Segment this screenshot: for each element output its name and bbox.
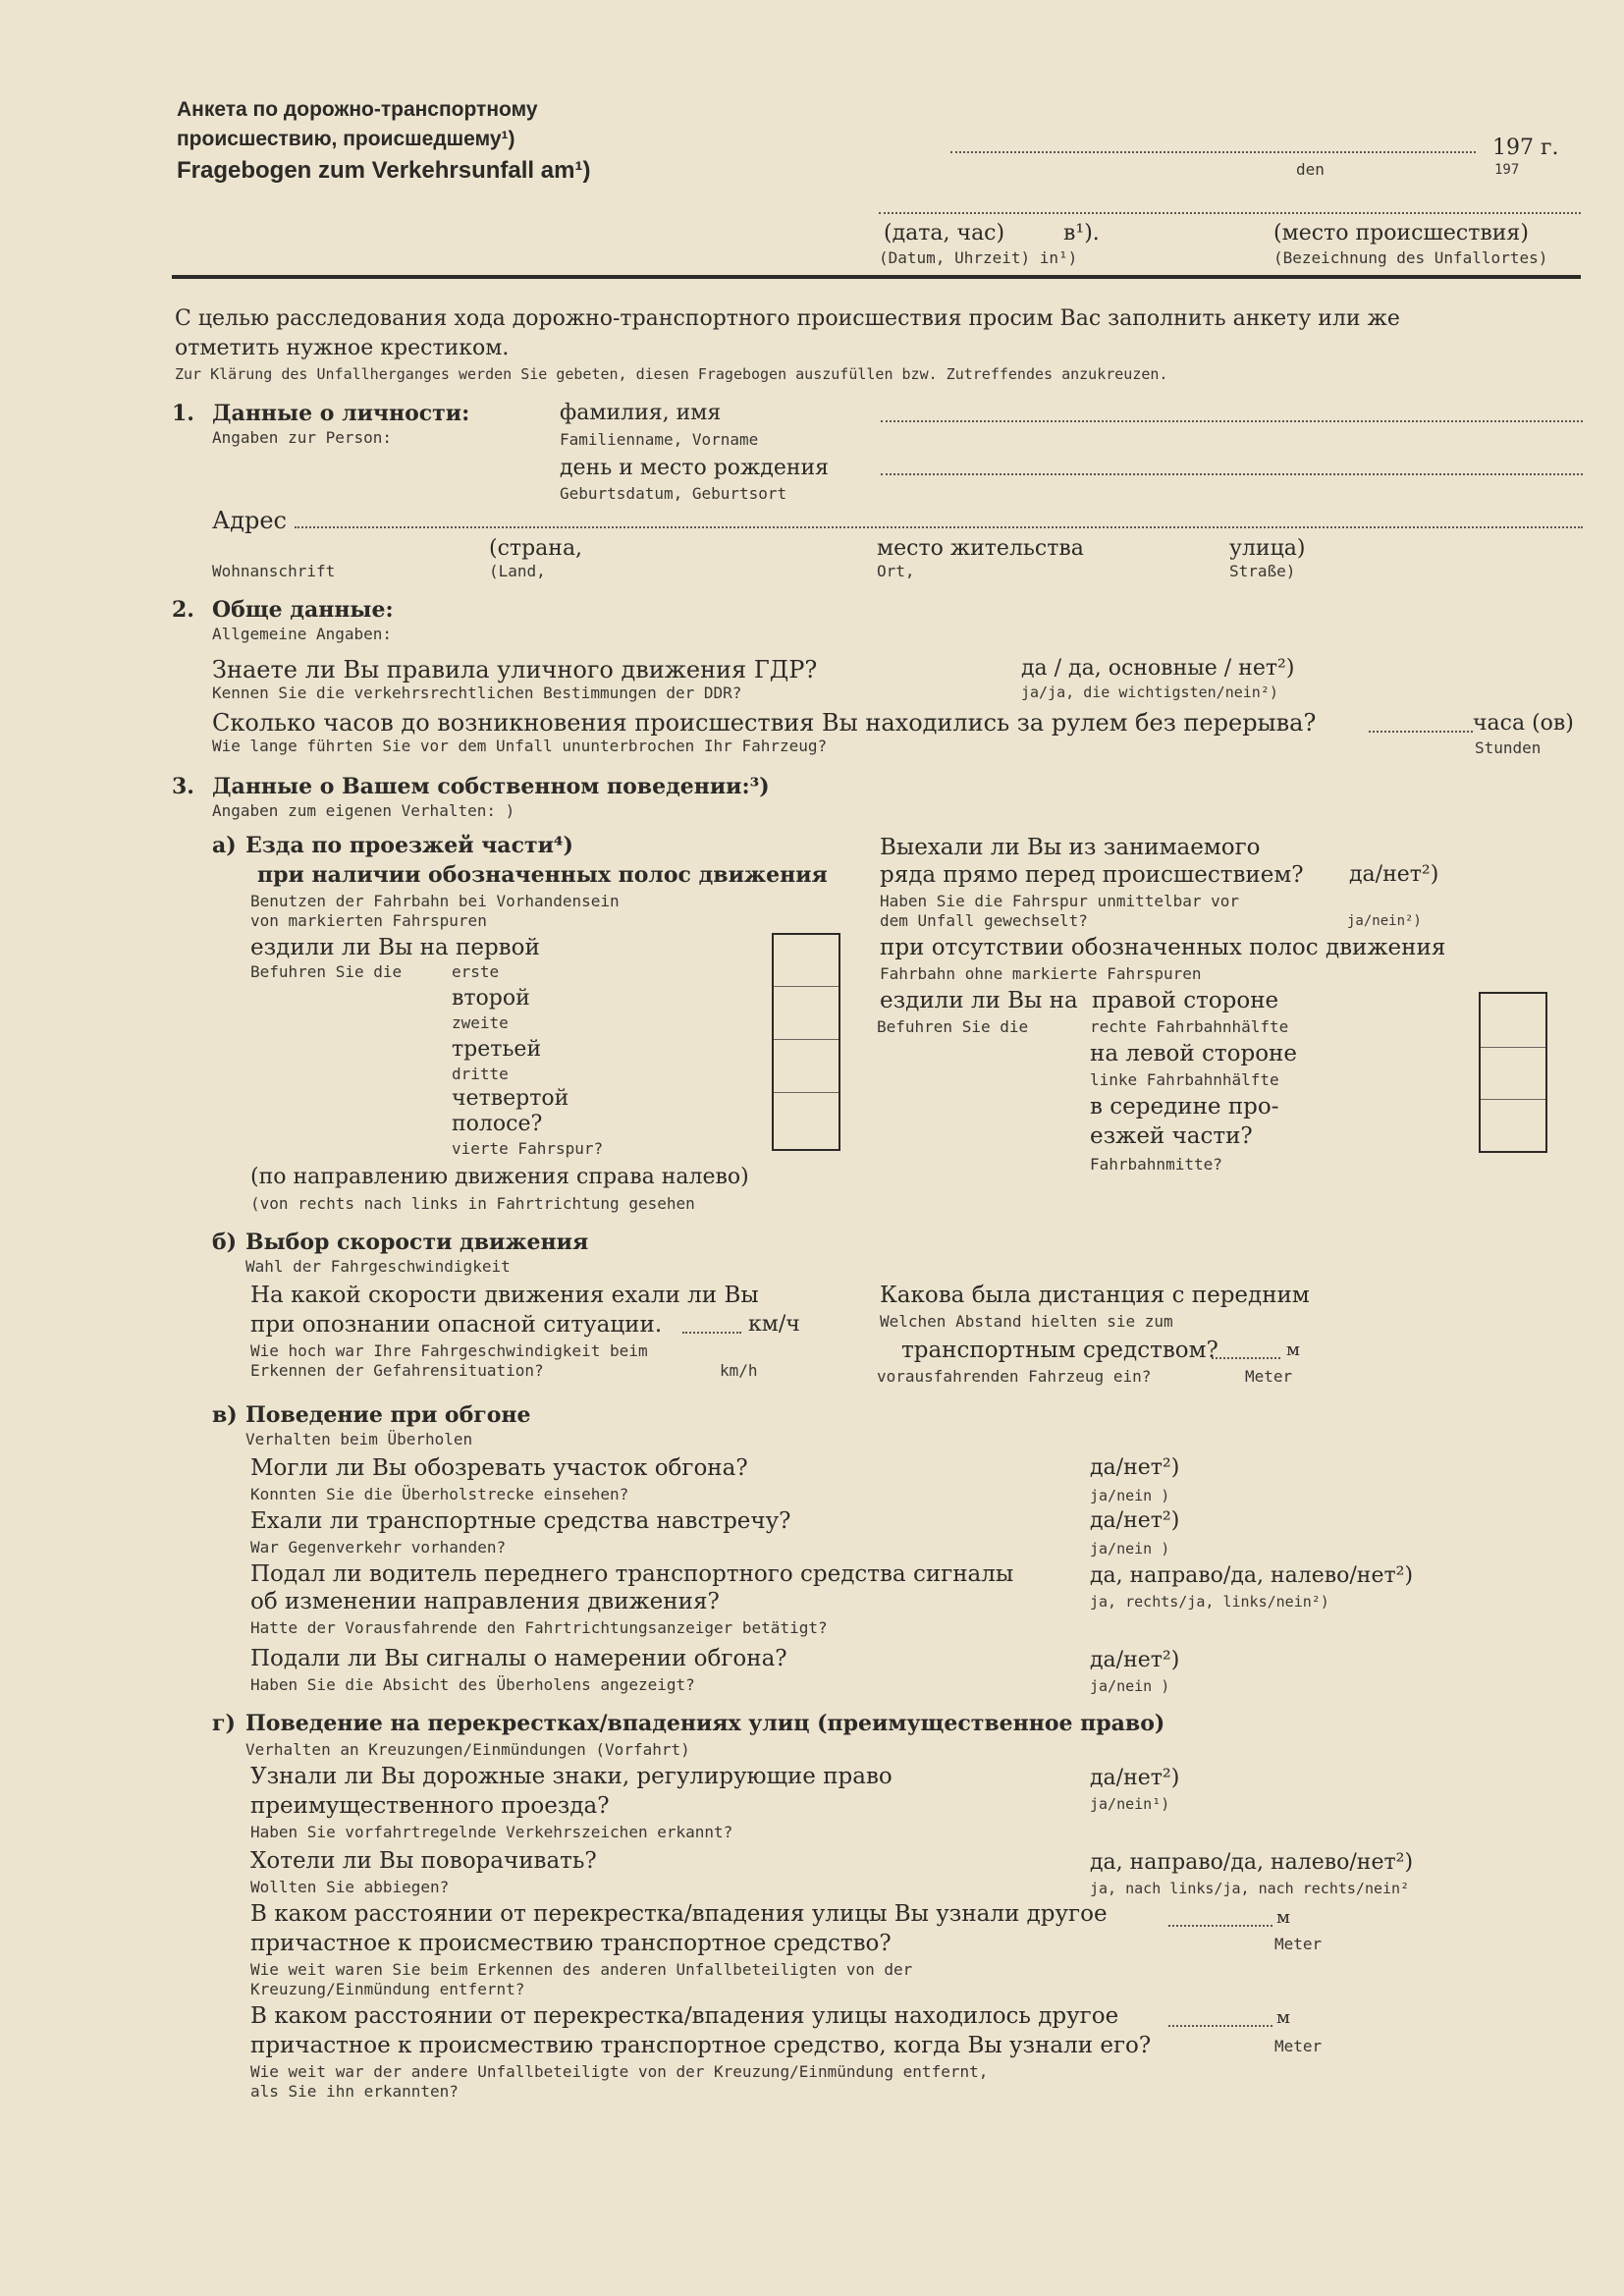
title-ru-line2: происшествию, происшедшему¹) xyxy=(177,128,515,150)
overtake-a2-de: ja/nein ) xyxy=(1090,1540,1170,1558)
junction-a2-de: ja, nach links/ja, nach rechts/nein² xyxy=(1090,1880,1410,1897)
lane-ru: полосе? xyxy=(452,1112,543,1136)
junction-q1-de: Haben Sie vorfahrtregelnde Verkehrszeichen erkannt? xyxy=(250,1823,733,1841)
s2-q1-ru: Знаете ли Вы правила уличного движения ГДР? xyxy=(212,656,818,683)
s3-title-de: Angaben zum eigenen Verhalten: ) xyxy=(212,801,515,820)
s1-title-de: Angaben zur Person: xyxy=(212,428,393,447)
birth-de: Geburtsdatum, Geburtsort xyxy=(560,484,787,503)
checkbox-middle[interactable] xyxy=(1481,1100,1545,1151)
birth-ru: день и место рождения xyxy=(560,456,830,480)
second-de: zweite xyxy=(452,1013,509,1032)
v-label: в¹). xyxy=(1063,221,1100,246)
checkbox-lane-2[interactable] xyxy=(774,987,839,1040)
junction-q4-de-2: als Sie ihn erkannten? xyxy=(250,2082,459,2101)
direction-ru: (по направлению движения справа налево) xyxy=(250,1165,749,1189)
junction-a4-de: Meter xyxy=(1274,2037,1323,2055)
change-lane-ru-2: ряда прямо перед происшествием? xyxy=(880,862,1304,888)
overtake-a4-ru[interactable]: да/нет²) xyxy=(1090,1648,1180,1672)
no-markings-de: Fahrbahn ohne markierte Fahrspuren xyxy=(880,964,1202,983)
junction-distance2-field-line[interactable] xyxy=(1168,2025,1272,2027)
year-ru: 197 г. xyxy=(1492,136,1559,160)
s3b-title-de: Wahl der Fahrgeschwindigkeit xyxy=(245,1257,511,1276)
overtake-q3-ru-2: об изменении направления движения? xyxy=(250,1589,720,1614)
s1-title-ru: Данные о личности: xyxy=(212,401,470,426)
speed-field-line[interactable] xyxy=(682,1332,741,1334)
s3b-title-ru: Выбор скорости движения xyxy=(245,1230,589,1255)
change-lane-de-2: dem Unfall gewechselt? xyxy=(880,911,1088,930)
checkbox-left[interactable] xyxy=(1481,1048,1545,1100)
change-lane-ru-1: Выехали ли Вы из занимаемого xyxy=(880,835,1261,860)
s2-q2-de: Wie lange führten Sie vor dem Unfall ununterbrochen Ihr Fahrzeug? xyxy=(212,737,828,755)
s2-a1-ru[interactable]: да / да, основные / нет²) xyxy=(1021,656,1295,681)
right-side-ru: правой стороне xyxy=(1092,988,1279,1013)
title-de: Fragebogen zum Verkehrsunfall am¹) xyxy=(177,157,591,184)
overtake-a3-ru[interactable]: да, направо/да, налево/нет²) xyxy=(1090,1563,1414,1588)
birth-field-line[interactable] xyxy=(881,473,1583,475)
third-de: dritte xyxy=(452,1065,509,1083)
country-ru: (страна, xyxy=(489,536,583,561)
s3b-label: б) xyxy=(212,1230,238,1255)
title-ru-line1: Анкета по дорожно-транспортному xyxy=(177,98,538,121)
junction-q3-ru-2: причастное к происмествию транспортное средство? xyxy=(250,1931,892,1956)
overtake-q2-ru: Ехали ли транспортные средства навстречу? xyxy=(250,1508,791,1534)
city-ru: место жительства xyxy=(877,536,1084,561)
speed-de-2: Erkennen der Gefahrensituation? xyxy=(250,1361,544,1380)
change-lane-answer-ru[interactable]: да/нет²) xyxy=(1349,862,1439,887)
speed-ru-2: при опознании опасной ситуации. xyxy=(250,1312,663,1338)
overtake-q1-de: Konnten Sie die Überholstrecke einsehen? xyxy=(250,1485,629,1503)
distance-unit-ru: м xyxy=(1286,1339,1301,1360)
distance-ru-2: транспортным средством? xyxy=(901,1338,1218,1363)
change-lane-de-1: Haben Sie die Fahrspur unmittelbar vor xyxy=(880,892,1240,910)
third-ru: третьей xyxy=(452,1037,542,1062)
side-checkbox-column xyxy=(1479,992,1547,1153)
address-de: Wohnanschrift xyxy=(212,562,336,580)
s3-num: 3. xyxy=(172,774,194,799)
header-rule xyxy=(172,275,1581,279)
place-de-label: (Bezeichnung des Unfallortes) xyxy=(1273,248,1548,267)
intro-ru-1: С целью расследования хода дорожно-транспортного происшествия просим Вас заполнить анкету или же xyxy=(175,306,1400,331)
s2-a2-de: Stunden xyxy=(1475,738,1542,757)
intro-ru-2: отметить нужное крестиком. xyxy=(175,336,510,360)
junction-q4-ru-1: В каком расстоянии от перекрестка/впадения улицы находилось другое xyxy=(250,2003,1119,2029)
fourth-ru: четвертой xyxy=(452,1086,569,1111)
s2-title-ru: Обще данные: xyxy=(212,597,394,623)
datetime-place-field-line[interactable] xyxy=(879,212,1581,214)
s2-num: 2. xyxy=(172,597,194,623)
s3g-title-ru: Поведение на перекрестках/впадениях улиц (преимущественное право) xyxy=(245,1711,1165,1736)
middle-ru-1: в середине про- xyxy=(1090,1094,1279,1120)
overtake-q2-de: War Gegenverkehr vorhanden? xyxy=(250,1538,507,1557)
junction-a1-de: ja/nein¹) xyxy=(1090,1795,1170,1813)
junction-q2-ru: Хотели ли Вы поворачивать? xyxy=(250,1848,597,1874)
side-question-ru: ездили ли Вы на xyxy=(880,988,1078,1013)
date-ru-label: (дата, час) xyxy=(884,221,1005,246)
lane-question-ru: ездили ли Вы на первой xyxy=(250,935,540,960)
junction-q4-de-1: Wie weit war der andere Unfallbeteiligte von der Kreuzung/Einmündung entfernt, xyxy=(250,2062,989,2081)
right-side-de: rechte Fahrbahnhälfte xyxy=(1090,1017,1289,1036)
intro-de: Zur Klärung des Unfallherganges werden Sie gebeten, diesen Fragebogen auszufüllen bzw. Zutreffendes anzukreuzen. xyxy=(175,365,1168,383)
city-de: Ort, xyxy=(877,562,915,580)
overtake-q1-ru: Могли ли Вы обозревать участок обгона? xyxy=(250,1455,748,1481)
s3a-sub-ru: при наличии обозначенных полос движения xyxy=(257,862,828,888)
s3-title-ru: Данные о Вашем собственном поведении:³) xyxy=(212,774,770,799)
change-lane-answer-de: ja/nein²) xyxy=(1347,913,1422,929)
s3a-label: а) xyxy=(212,833,237,858)
junction-a3-ru: м xyxy=(1276,1907,1291,1928)
street-ru: улица) xyxy=(1229,536,1306,561)
overtake-a1-ru[interactable]: да/нет²) xyxy=(1090,1455,1180,1480)
address-field-line[interactable] xyxy=(295,526,1583,528)
s2-a2-ru: часа (ов) xyxy=(1473,711,1574,736)
name-field-line[interactable] xyxy=(881,420,1583,422)
junction-q2-de: Wollten Sie abbiegen? xyxy=(250,1878,450,1896)
junction-q4-ru-2: причастное к происмествию транспортное средство, когда Вы узнали его? xyxy=(250,2033,1152,2058)
address-ru: Адрес xyxy=(212,507,287,534)
date-de-label: (Datum, Uhrzeit) in¹) xyxy=(879,248,1078,267)
direction-de: (von rechts nach links in Fahrtrichtung gesehen xyxy=(250,1194,695,1213)
junction-q1-ru-1: Узнали ли Вы дорожные знаки, регулирующие право xyxy=(250,1764,893,1789)
s3a-sub-de-2: von markierten Fahrspuren xyxy=(250,911,487,930)
junction-a4-ru: м xyxy=(1276,2007,1291,2028)
distance-field-line[interactable] xyxy=(1212,1357,1280,1359)
distance-unit-de: Meter xyxy=(1245,1367,1293,1386)
street-de: Straße) xyxy=(1229,562,1296,580)
name-ru: фамилия, имя xyxy=(560,401,722,425)
checkbox-right[interactable] xyxy=(1481,994,1545,1048)
left-side-ru: на левой стороне xyxy=(1090,1041,1297,1066)
junction-a2-ru[interactable]: да, направо/да, налево/нет²) xyxy=(1090,1850,1414,1875)
overtake-q4-de: Haben Sie die Absicht des Überholens angezeigt? xyxy=(250,1675,695,1694)
fourth-de: vierte Fahrspur? xyxy=(452,1139,604,1158)
checkbox-lane-4[interactable] xyxy=(774,1093,839,1145)
distance-ru-1: Какова была дистанция с передним xyxy=(880,1283,1310,1308)
first-de: erste xyxy=(452,962,500,981)
s3g-label: г) xyxy=(212,1711,236,1736)
den-label: den xyxy=(1296,160,1325,179)
s2-q1-de: Kennen Sie die verkehrsrechtlichen Bestimmungen der DDR? xyxy=(212,683,742,702)
lane-checkbox-column xyxy=(772,933,840,1151)
hours-field-line[interactable] xyxy=(1369,731,1473,733)
no-markings-ru: при отсутствии обозначенных полос движения xyxy=(880,935,1446,960)
speed-unit-ru: км/ч xyxy=(748,1312,800,1337)
side-question-de: Befuhren Sie die xyxy=(877,1017,1029,1036)
checkbox-lane-3[interactable] xyxy=(774,1040,839,1093)
year-de: 197 xyxy=(1494,162,1520,178)
distance-de-2: vorausfahrenden Fahrzeug ein? xyxy=(877,1367,1152,1386)
s2-a1-de: ja/ja, die wichtigsten/nein²) xyxy=(1021,683,1278,701)
overtake-a2-ru[interactable]: да/нет²) xyxy=(1090,1508,1180,1533)
middle-ru-2: езжей части? xyxy=(1090,1123,1253,1149)
overtake-a4-de: ja/nein ) xyxy=(1090,1677,1170,1695)
junction-a3-de: Meter xyxy=(1274,1935,1323,1953)
s3g-title-de: Verhalten an Kreuzungen/Einmündungen (Vorfahrt) xyxy=(245,1740,690,1759)
lane-question-de: Befuhren Sie die xyxy=(250,962,403,981)
distance-de-1: Welchen Abstand hielten sie zum xyxy=(880,1312,1173,1331)
speed-unit-de: km/h xyxy=(720,1361,758,1380)
date-field-line[interactable] xyxy=(950,151,1476,153)
s3a-sub-de-1: Benutzen der Fahrbahn bei Vorhandensein xyxy=(250,892,620,910)
name-de: Familienname, Vorname xyxy=(560,430,759,449)
s2-title-de: Allgemeine Angaben: xyxy=(212,625,393,643)
speed-de-1: Wie hoch war Ihre Fahrgeschwindigkeit beim xyxy=(250,1341,648,1360)
speed-ru-1: На какой скорости движения ехали ли Вы xyxy=(250,1283,759,1308)
overtake-q3-de: Hatte der Vorausfahrende den Fahrtrichtungsanzeiger betätigt? xyxy=(250,1618,828,1637)
junction-q1-ru-2: преимущественного проезда? xyxy=(250,1793,610,1819)
middle-de: Fahrbahnmitte? xyxy=(1090,1155,1222,1174)
s3v-title-de: Verhalten beim Überholen xyxy=(245,1430,473,1449)
overtake-a3-de: ja, rechts/ja, links/nein²) xyxy=(1090,1593,1329,1611)
s2-q2-ru: Сколько часов до возникновения происшествия Вы находились за рулем без перерыва? xyxy=(212,709,1317,737)
junction-q3-de-1: Wie weit waren Sie beim Erkennen des anderen Unfallbeteiligten von der xyxy=(250,1960,913,1979)
country-de: (Land, xyxy=(489,562,546,580)
place-ru-label: (место происшествия) xyxy=(1273,221,1529,246)
junction-q3-de-2: Kreuzung/Einmündung entfernt? xyxy=(250,1980,525,1998)
s3a-title-ru: Езда по проезжей части⁴) xyxy=(245,833,573,858)
junction-q3-ru-1: В каком расстоянии от перекрестка/впадения улицы Вы узнали другое xyxy=(250,1901,1108,1927)
overtake-q3-ru-1: Подал ли водитель переднего транспортного средства сигналы xyxy=(250,1561,1014,1587)
s3v-label: в) xyxy=(212,1402,238,1428)
second-ru: второй xyxy=(452,986,530,1011)
overtake-q4-ru: Подали ли Вы сигналы о намерении обгона? xyxy=(250,1646,787,1671)
junction-a1-ru[interactable]: да/нет²) xyxy=(1090,1766,1180,1790)
overtake-a1-de: ja/nein ) xyxy=(1090,1487,1170,1504)
s1-num: 1. xyxy=(172,401,194,426)
left-side-de: linke Fahrbahnhälfte xyxy=(1090,1070,1279,1089)
junction-distance1-field-line[interactable] xyxy=(1168,1925,1272,1927)
checkbox-lane-1[interactable] xyxy=(774,935,839,987)
s3v-title-ru: Поведение при обгоне xyxy=(245,1402,531,1428)
